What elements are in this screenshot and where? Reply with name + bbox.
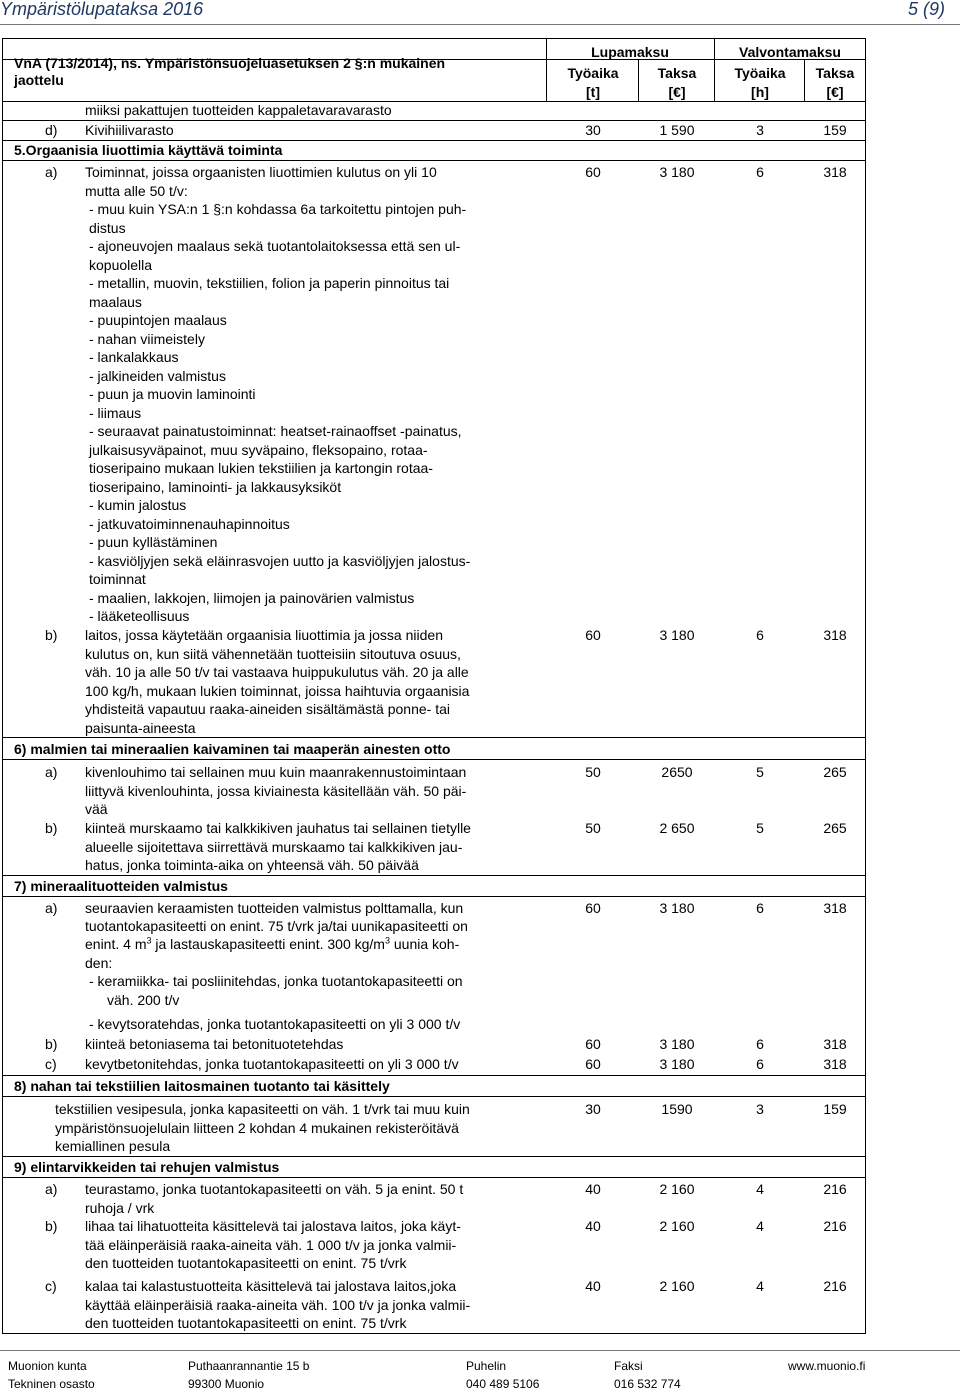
text-fragment: enint. 4 m	[85, 936, 147, 952]
fee-value: 318	[823, 1056, 847, 1072]
list-item: - keramiikka- tai posliinitehdas, jonka tuotantokapasiteetti on	[89, 973, 463, 989]
row-text: kevytbetonitehdas, jonka tuotantokapasiteetti on yli 3 000 t/v	[85, 1056, 459, 1072]
row-text-line: ruhoja / vrk	[85, 1199, 155, 1216]
fee-value: 50	[585, 764, 601, 780]
row-text-line: paisunta-aineesta	[85, 719, 196, 736]
list-item: - kasviöljyjen sekä eläinrasvojen uutto ja kasviöljyjen jalostus-	[89, 552, 471, 569]
fee-value: 159	[823, 1101, 847, 1117]
fee-value: 6	[756, 164, 764, 180]
fee-value: 50	[585, 820, 601, 836]
fee-value: 3	[756, 122, 764, 138]
fee-table	[2, 38, 866, 1334]
row-letter: b)	[45, 820, 58, 836]
fee-value: 5	[756, 764, 764, 780]
fee-value: 40	[585, 1181, 601, 1197]
row-text-line: 100 kg/h, mukaan lukien toiminnat, joissa haihtuvia orgaanisia	[85, 682, 470, 699]
list-item: - metallin, muovin, tekstiilien, folion ja paperin pinnoitus tai	[89, 275, 450, 291]
fee-value: 60	[585, 164, 601, 180]
head-left-line1: VnA (713/2014), ns. Ympäristönsuojeluasetuksen 2 §:n mukainen	[14, 55, 446, 71]
header-divider	[3, 59, 865, 60]
valvonta-taksa-unit: [€]	[826, 84, 844, 100]
fee-value: 3 180	[659, 1036, 695, 1052]
section-title: 5.Orgaanisia liuottimia käyttävä toiminta	[14, 142, 283, 158]
list-item: - puun ja muovin laminointi	[89, 386, 256, 402]
section-title: 8) nahan tai tekstiilien laitosmainen tuotanto tai käsittely	[14, 1078, 390, 1094]
section-title: 7) mineraalituotteiden valmistus	[14, 878, 228, 894]
fee-value: 318	[823, 1036, 847, 1052]
lupa-tyoaika-unit: [t]	[586, 84, 600, 100]
page-number: 5 (9)	[907, 0, 945, 19]
row-text-line: kemiallinen pesula	[55, 1138, 171, 1154]
footer-fax: 016 532 774	[614, 1377, 681, 1391]
row-letter: a)	[45, 900, 58, 916]
fee-value: 60	[585, 627, 601, 643]
row-text-line: väh. 10 ja alle 50 t/v tai vastaava huippukulutus väh. 20 ja alle	[85, 664, 469, 680]
valvonta-tyoaika-unit: [h]	[751, 84, 769, 100]
fee-value: 318	[823, 627, 847, 643]
fee-value: 3 180	[659, 164, 695, 180]
row-text-line: lihaa tai lihatuotteita käsittelevä tai jalostava laitos, joka käyt-	[85, 1218, 461, 1234]
row-letter: c)	[45, 1278, 57, 1294]
fee-value: 30	[585, 122, 601, 138]
list-item: - nahan viimeistely	[89, 330, 205, 347]
row-divider	[3, 1156, 865, 1157]
row-text-line: ympäristönsuojelulain liitteen 2 kohdan 4 mukainen rekisteröitävä	[55, 1119, 459, 1136]
fee-value: 40	[585, 1218, 601, 1234]
row-text-line: tää eläinperäisiä raaka-aineita väh. 1 000 t/v ja jonka valmii-	[85, 1236, 457, 1253]
row-text-line: väh. 200 t/v	[107, 992, 180, 1008]
row-letter: a)	[45, 1181, 58, 1197]
list-item: - maalien, lakkojen, liimojen ja painovärien valmistus	[89, 589, 415, 606]
row-text-line: seuraavien keraamisten tuotteiden valmistus polttamalla, kun	[85, 900, 464, 916]
footer-phone-label: Puhelin	[466, 1359, 507, 1373]
fee-value: 3	[756, 1101, 764, 1117]
row-text: miiksi pakattujen tuotteiden kappaletavaravarasto	[85, 102, 392, 118]
fee-value: 30	[585, 1101, 601, 1117]
row-text-line: den tuotteiden tuotantokapasiteetti on enint. 75 t/vrk	[85, 1315, 407, 1331]
list-item: tioseripaino mukaan lukien tekstiilien ja kartongin rotaa-	[89, 460, 433, 476]
fee-value: 3 180	[659, 900, 695, 916]
row-divider	[3, 737, 865, 738]
fee-value: 2650	[661, 764, 693, 780]
fee-value: 265	[823, 764, 847, 780]
list-item: distus	[89, 219, 126, 236]
fee-value: 60	[585, 1056, 601, 1072]
fee-value: 2 160	[659, 1181, 695, 1197]
list-item: maalaus	[89, 293, 142, 310]
list-item: toiminnat	[89, 571, 146, 587]
valvonta-tyoaika-header: Työaika	[734, 65, 786, 81]
fee-value: 318	[823, 900, 847, 916]
footer-website[interactable]: www.muonio.fi	[788, 1359, 866, 1373]
row-text-line: kiinteä murskaamo tai kalkkikiven jauhatus tai sellainen tietylle	[85, 820, 471, 836]
list-item: - jatkuvatoiminnenauhapinnoitus	[89, 515, 290, 532]
row-text-line: kivenlouhimo tai sellainen muu kuin maanrakennustoimintaan	[85, 764, 467, 780]
row-text-line: den tuotteiden tuotantokapasiteetti on enint. 75 t/vrk	[85, 1255, 407, 1271]
list-item: - puun kyllästäminen	[89, 534, 218, 550]
row-letter: a)	[45, 164, 58, 180]
footer-street: Puthaanrannantie 15 b	[188, 1359, 310, 1373]
fee-value: 4	[756, 1181, 764, 1197]
column-divider	[714, 39, 715, 101]
lupa-taksa-header: Taksa	[657, 65, 697, 81]
row-letter: b)	[45, 1036, 58, 1052]
lupa-tyoaika-header: Työaika	[567, 65, 619, 81]
row-divider	[3, 896, 865, 897]
column-divider	[638, 59, 639, 101]
list-item: - ajoneuvojen maalaus sekä tuotantolaitoksessa että sen ul-	[89, 238, 461, 254]
fee-value: 60	[585, 1036, 601, 1052]
fee-value: 40	[585, 1278, 601, 1294]
list-item: - liimaus	[89, 404, 142, 421]
header-bottom	[3, 101, 865, 102]
row-letter: a)	[45, 764, 58, 780]
row-text-line: hatus, jonka toiminta-aika on yhteensä väh. 50 päivää	[85, 857, 419, 873]
row-text-line: Toiminnat, joissa orgaanisten liuottimien kulutus on yli 10	[85, 164, 437, 180]
fee-value: 216	[823, 1218, 847, 1234]
row-text-line: kulutus on, kun siitä vähennetään tuotteisiin sitoutuva osuus,	[85, 645, 461, 662]
footer-phone: 040 489 5106	[466, 1377, 540, 1391]
row-text-line: käyttää eläinperäisiä raaka-aineita väh. 100 t/v ja jonka valmii-	[85, 1296, 471, 1313]
list-item: tioseripaino, laminointi- ja lakkausyksiköt	[89, 478, 342, 495]
fee-value: 2 650	[659, 820, 695, 836]
row-divider	[3, 1177, 865, 1178]
list-item: - kevytsoratehdas, jonka tuotantokapasiteetti on yli 3 000 t/v	[89, 1016, 461, 1032]
row-text-line	[85, 935, 459, 953]
lupa-taksa-unit: [€]	[668, 84, 686, 100]
text-fragment: ja lastauskapasiteetti enint. 300 kg/m	[151, 936, 385, 952]
row-divider	[3, 140, 865, 141]
fee-value: 159	[823, 122, 847, 138]
list-item: - lankalakkaus	[89, 349, 179, 365]
lupamaksu-header: Lupamaksu	[591, 44, 669, 60]
row-text-line: alueelle sijoitettava siirrettävä murskaamo tai kalkkikiven jau-	[85, 838, 463, 855]
footer-rule	[0, 1350, 960, 1351]
column-divider	[546, 39, 547, 101]
fee-value: 6	[756, 1056, 764, 1072]
list-item: - muu kuin YSA:n 1 §:n kohdassa 6a tarkoitettu pintojen puh-	[89, 201, 467, 217]
row-text-line: vää	[85, 801, 108, 817]
fee-value: 318	[823, 164, 847, 180]
section-title: 9) elintarvikkeiden tai rehujen valmistus	[14, 1159, 280, 1175]
page-header	[0, 0, 960, 22]
column-divider	[804, 59, 805, 101]
head-left-line2: jaottelu	[14, 72, 64, 88]
fee-value: 60	[585, 900, 601, 916]
list-item: - jalkineiden valmistus	[89, 367, 226, 384]
fee-value: 4	[756, 1218, 764, 1234]
fee-value: 6	[756, 1036, 764, 1052]
list-item: kopuolella	[89, 256, 153, 273]
fee-value: 265	[823, 820, 847, 836]
footer-postal: 99300 Muonio	[188, 1377, 265, 1391]
row-text: kiinteä betoniasema tai betonituotetehdas	[85, 1036, 344, 1052]
fee-value: 6	[756, 900, 764, 916]
row-divider	[3, 160, 865, 161]
fee-value: 216	[823, 1278, 847, 1294]
list-item: julkaisusyväpainot, muu syväpaino, fleksopaino, rotaa-	[89, 441, 428, 458]
fee-value: 5	[756, 820, 764, 836]
row-letter: b)	[45, 627, 58, 643]
fee-value: 1 590	[659, 122, 695, 138]
superscript: 3	[384, 935, 390, 946]
row-divider	[3, 1075, 865, 1076]
footer-org: Muonion kunta	[8, 1359, 87, 1373]
fee-value: 2 160	[659, 1278, 695, 1294]
document-title: Ympäristölupataksa 2016	[0, 0, 204, 19]
fee-value: 1590	[661, 1101, 693, 1117]
text-fragment: uunia koh-	[389, 936, 460, 952]
row-text-line: tuotantokapasiteetti on enint. 75 t/vrk ja/tai uunikapasiteetti on	[85, 918, 468, 934]
row-text-line: liittyvä kivenlouhinta, jossa kiviainesta käsitellään väh. 50 päi-	[85, 782, 467, 799]
row-divider	[3, 875, 865, 876]
row-divider	[3, 120, 865, 121]
row-divider	[3, 759, 865, 760]
row-text-line: laitos, jossa käytetään orgaanisia liuottimia ja jossa niiden	[85, 627, 443, 643]
superscript: 3	[146, 935, 152, 946]
fee-value: 3 180	[659, 627, 695, 643]
row-divider	[3, 1096, 865, 1097]
list-item: - lääketeollisuus	[89, 608, 190, 624]
valvontamaksu-header: Valvontamaksu	[739, 44, 841, 60]
list-item: - kumin jalostus	[89, 497, 187, 513]
row-text-line: den:	[85, 955, 113, 971]
valvonta-taksa-header: Taksa	[815, 65, 855, 81]
header-rule	[0, 24, 960, 25]
row-text-line: yhdisteitä vapautuu raaka-aineiden sisältämästä ponne- tai	[85, 701, 451, 717]
fee-value: 4	[756, 1278, 764, 1294]
list-item: - puupintojen maalaus	[89, 312, 227, 328]
row-letter: c)	[45, 1056, 57, 1072]
row-text-line: tekstiilien vesipesula, jonka kapasiteetti on väh. 1 t/vrk tai muu kuin	[55, 1101, 470, 1117]
row-letter: b)	[45, 1218, 58, 1234]
row-text-line: mutta alle 50 t/v:	[85, 182, 188, 199]
footer-fax-label: Faksi	[614, 1359, 643, 1373]
list-item: - seuraavat painatustoiminnat: heatset-rainaoffset -painatus,	[89, 423, 462, 439]
row-letter: d)	[45, 122, 58, 138]
row-text: Kivihiilivarasto	[85, 122, 174, 138]
row-text-line: teurastamo, jonka tuotantokapasiteetti on väh. 5 ja enint. 50 t	[85, 1181, 464, 1197]
fee-value: 6	[756, 627, 764, 643]
row-text-line: kalaa tai kalastustuotteita käsittelevä tai jalostava laitos,joka	[85, 1278, 457, 1294]
fee-value: 2 160	[659, 1218, 695, 1234]
fee-value: 216	[823, 1181, 847, 1197]
section-title: 6) malmien tai mineraalien kaivaminen tai maaperän ainesten otto	[14, 741, 451, 757]
footer-dept: Tekninen osasto	[8, 1377, 95, 1391]
fee-value: 3 180	[659, 1056, 695, 1072]
